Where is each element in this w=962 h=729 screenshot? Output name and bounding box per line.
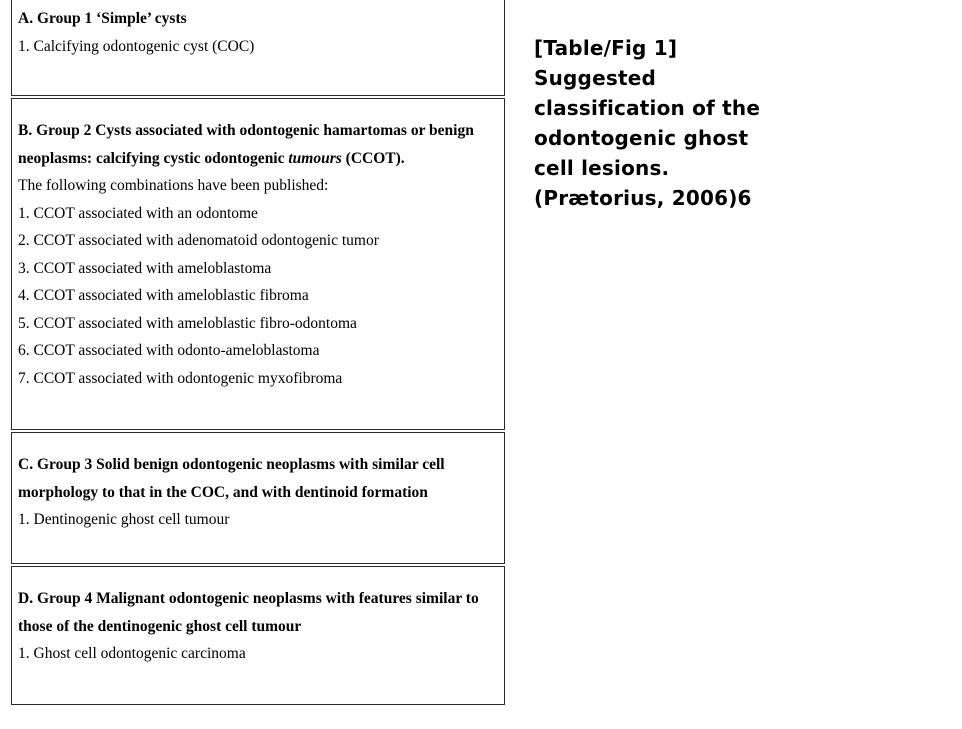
group-d-box [11, 566, 505, 705]
heading-italic-segment: tumours [288, 149, 342, 167]
caption-line-6: (Prætorius, 2006)6 [534, 186, 752, 210]
group-c-heading-line-2: morphology to that in the COC, and with dentinoid formation [18, 483, 428, 501]
group-b-item-3: 3. CCOT associated with ameloblastoma [18, 259, 272, 277]
group-b-intro: The following combinations have been published: [18, 177, 329, 194]
group-b-item-1: 1. CCOT associated with an odontome [18, 204, 258, 222]
table-fig-caption [534, 33, 794, 213]
caption-line-2: Suggested [534, 66, 656, 90]
group-b-heading-line-2 [18, 145, 498, 173]
group-b-item-4: 4. CCOT associated with ameloblastic fibroma [18, 287, 309, 304]
caption-line-1: [Table/Fig 1] [534, 36, 678, 60]
group-c-heading-line-1: C. Group 3 Solid benign odontogenic neoplasms with similar cell [18, 456, 445, 473]
group-d-heading-line-2: those of the dentinogenic ghost cell tumour [18, 617, 302, 635]
group-a-item-1: 1. Calcifying odontogenic cyst (COC) [18, 37, 255, 55]
group-b-item-2: 2. CCOT associated with adenomatoid odontogenic tumor [18, 232, 379, 249]
heading-text-segment: neoplasms: calcifying cystic odontogenic [18, 149, 289, 167]
heading-text-segment: (CCOT). [341, 149, 405, 167]
group-b-box [11, 98, 505, 430]
group-b-item-6: 6. CCOT associated with odonto-ameloblastoma [18, 342, 320, 359]
caption-line-3: classification of the [534, 96, 761, 120]
group-a-heading: A. Group 1 ‘Simple’ cysts [18, 10, 187, 27]
group-b-item-5: 5. CCOT associated with ameloblastic fibro-odontoma [18, 314, 357, 332]
group-c-box [11, 432, 505, 564]
caption-line-5: cell lesions. [534, 156, 670, 180]
group-a-box [11, 0, 505, 96]
group-c-item-1: 1. Dentinogenic ghost cell tumour [18, 511, 230, 528]
caption-line-4: odontogenic ghost [534, 126, 749, 150]
group-b-heading-line-1: B. Group 2 Cysts associated with odontogenic hamartomas or benign [18, 122, 474, 139]
group-d-item-1: 1. Ghost cell odontogenic carcinoma [18, 645, 246, 662]
group-b-item-7: 7. CCOT associated with odontogenic myxofibroma [18, 369, 343, 387]
group-d-heading-line-1: D. Group 4 Malignant odontogenic neoplasms with features similar to [18, 590, 479, 607]
